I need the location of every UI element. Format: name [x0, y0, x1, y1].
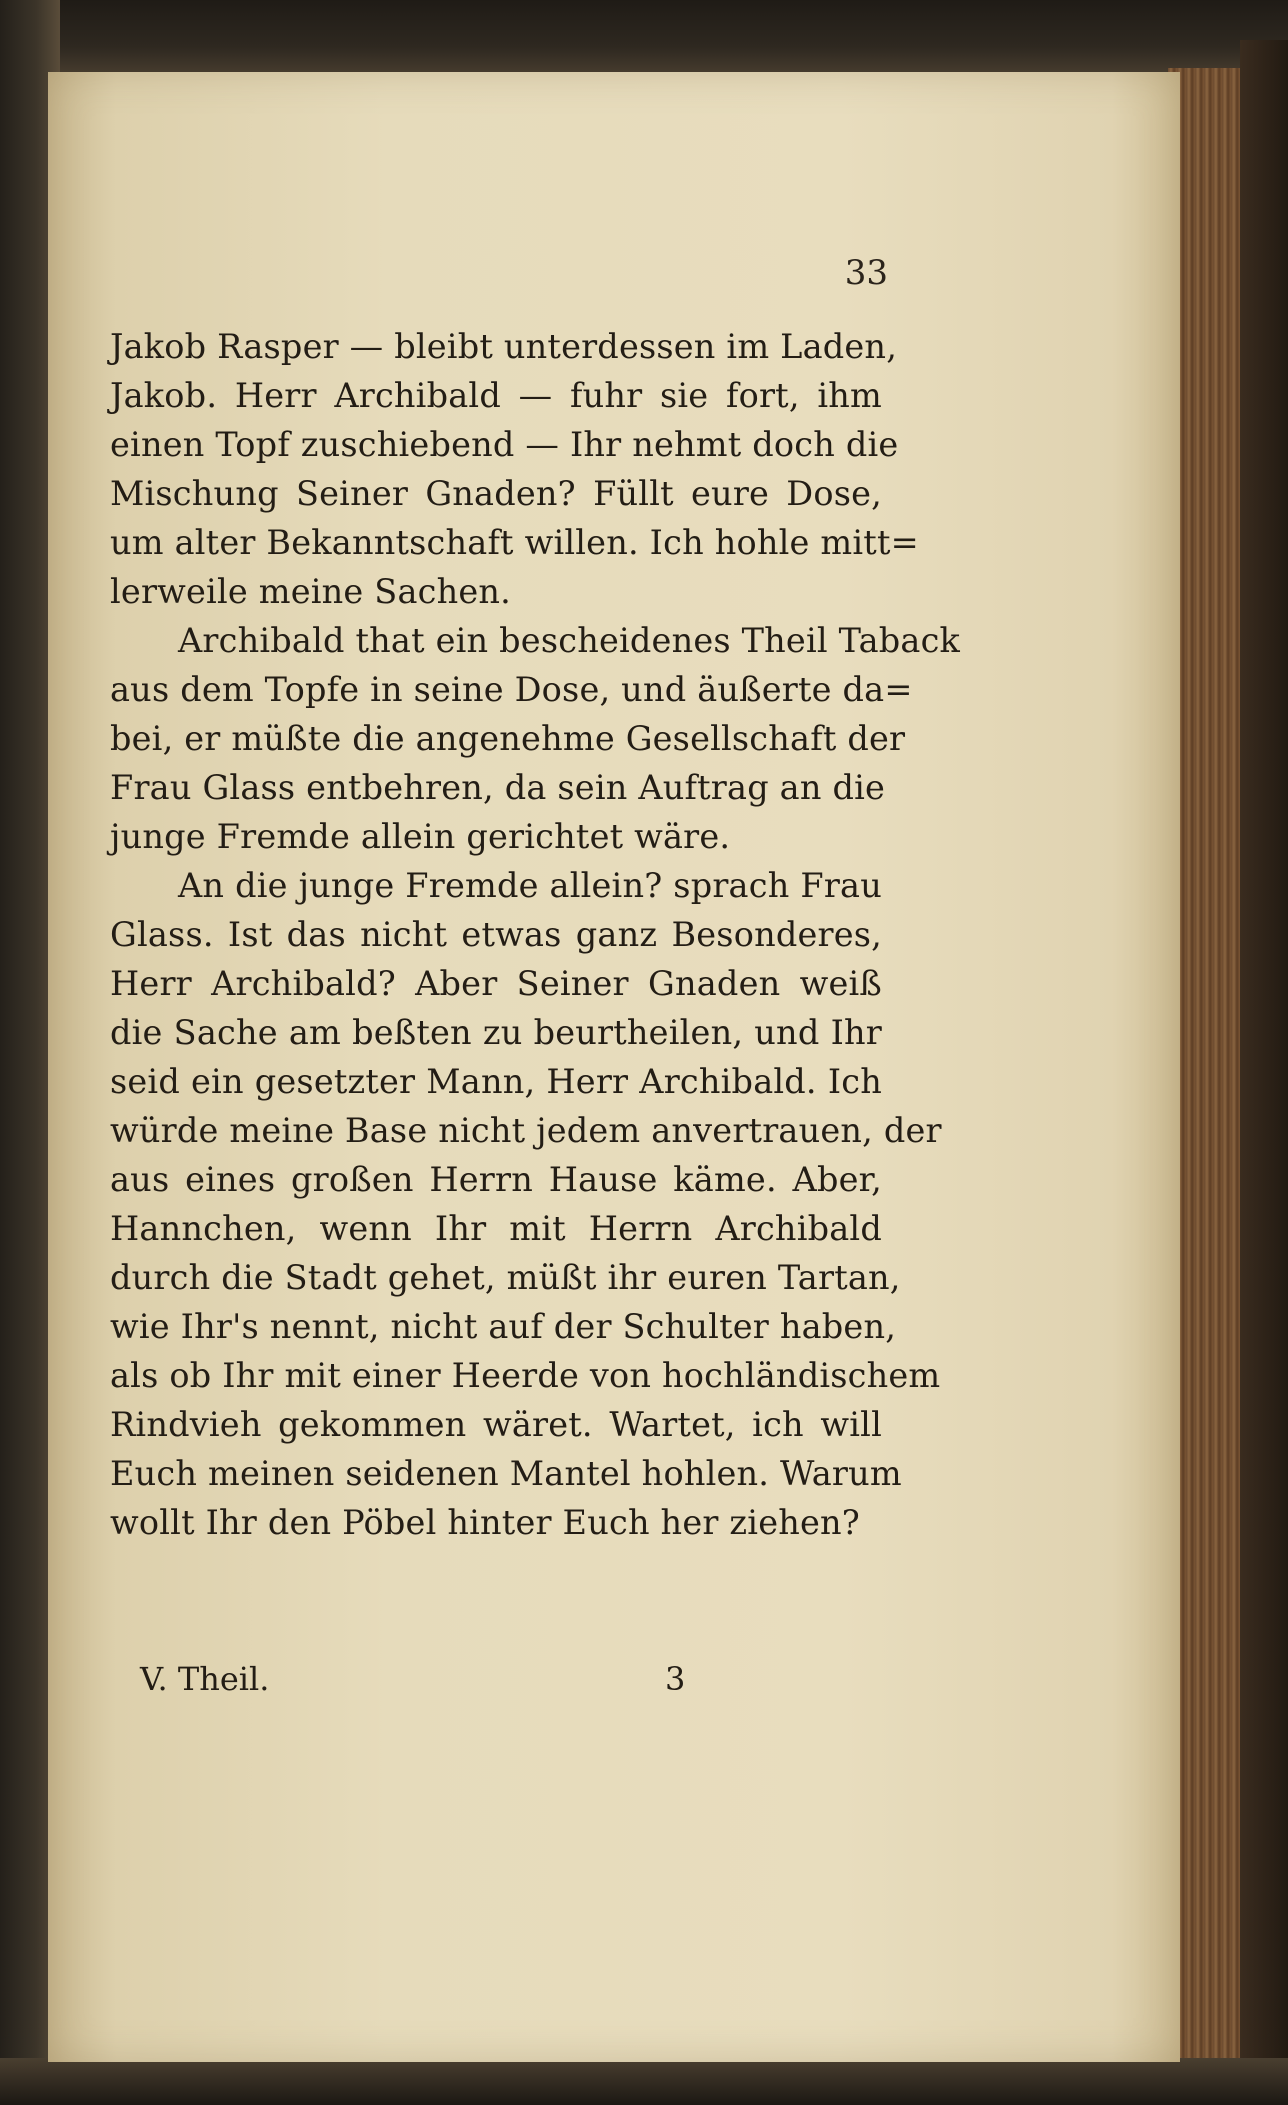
- page-stack-edges: [1168, 68, 1248, 2068]
- text-line: würde meine Base nicht jedem anvertrauen, der: [110, 1111, 942, 1150]
- text-line: bei, er müßte die angenehme Gesellschaft der: [110, 719, 906, 758]
- text-line: Archibald that ein bescheidenes Theil Taback: [178, 621, 961, 660]
- text-line: lerweile meine Sachen.: [110, 572, 512, 611]
- text-line: junge Fremde allein gerichtet wäre.: [110, 817, 731, 856]
- book-top-edge: [0, 0, 1288, 78]
- text-line: Glass. Ist das nicht etwas ganz Besonderes,: [110, 915, 882, 954]
- book-cover-right: [1240, 40, 1288, 2105]
- text-line: Jakob. Herr Archibald — fuhr sie fort, ihm: [110, 376, 882, 415]
- text-line: durch die Stadt gehet, müßt ihr euren Tartan,: [110, 1258, 901, 1297]
- text-line: Rindvieh gekommen wäret. Wartet, ich will: [110, 1405, 882, 1444]
- text-line: Jakob Rasper — bleibt unterdessen im Laden,: [110, 327, 898, 366]
- page-footer: [140, 1660, 880, 1706]
- text-line: aus dem Topfe in seine Dose, und äußerte da=: [110, 670, 913, 709]
- page-number: 33: [844, 253, 888, 293]
- text-line: als ob Ihr mit einer Heerde von hochländischem: [110, 1356, 941, 1395]
- book-bottom-edge: [0, 2058, 1288, 2105]
- body-text: [110, 322, 961, 1547]
- text-line: die Sache am beßten zu beurtheilen, und Ihr: [110, 1013, 882, 1052]
- text-line: Frau Glass entbehren, da sein Auftrag an die: [110, 768, 886, 807]
- text-line: Herr Archibald? Aber Seiner Gnaden weiß: [110, 964, 882, 1003]
- text-line: Euch meinen seidenen Mantel hohlen. Warum: [110, 1454, 902, 1493]
- volume-label: V. Theil.: [140, 1660, 270, 1698]
- text-line: einen Topf zuschiebend — Ihr nehmt doch die: [110, 425, 899, 464]
- signature-mark: 3: [665, 1660, 686, 1698]
- text-line: Mischung Seiner Gnaden? Füllt eure Dose,: [110, 474, 882, 513]
- text-line: um alter Bekanntschaft willen. Ich hohle mitt=: [110, 523, 919, 562]
- text-line: wie Ihr's nennt, nicht auf der Schulter haben,: [110, 1307, 897, 1346]
- text-line: An die junge Fremde allein? sprach Frau: [178, 866, 882, 905]
- text-line: wollt Ihr den Pöbel hinter Euch her ziehen?: [110, 1503, 860, 1542]
- text-line: aus eines großen Herrn Hause käme. Aber,: [110, 1160, 882, 1199]
- text-line: seid ein gesetzter Mann, Herr Archibald. Ich: [110, 1062, 882, 1101]
- text-line: Hannchen, wenn Ihr mit Herrn Archibald: [110, 1209, 882, 1248]
